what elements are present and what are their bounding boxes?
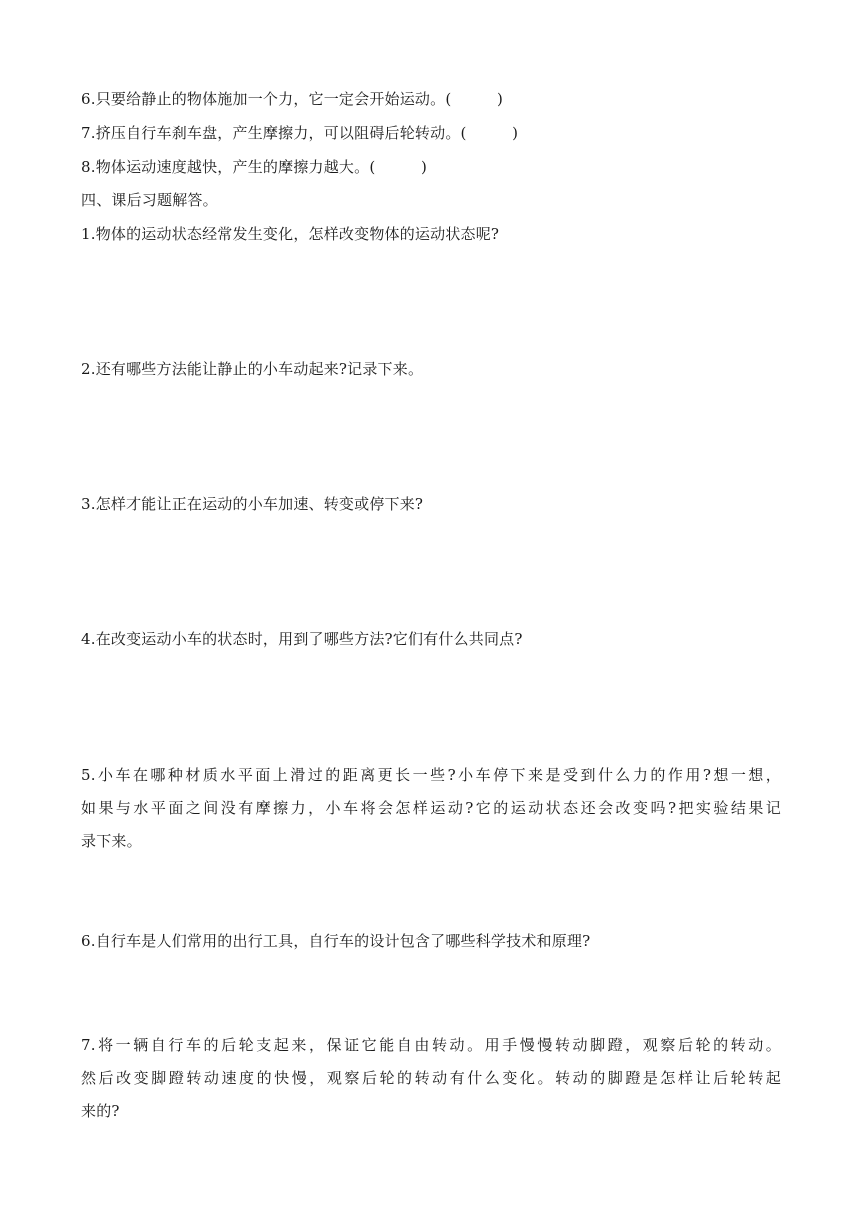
section-heading: 四、课后习题解答。 bbox=[81, 191, 218, 209]
question-6: 6.自行车是人们常用的出行工具，自行车的设计包含了哪些科学技术和原理? bbox=[81, 932, 591, 950]
question-5 bbox=[81, 759, 781, 858]
judgement-item-8: 8.物体运动速度越快，产生的摩擦力越大。( ) bbox=[81, 158, 428, 176]
question-7-line-3: 来的? bbox=[81, 1102, 120, 1120]
question-7-line-1: 7.将一辆自行车的后轮支起来，保证它能自由转动。用手慢慢转动脚蹬，观察后轮的转动。 bbox=[81, 1036, 781, 1054]
question-5-line-1: 5.小车在哪种材质水平面上滑过的距离更长一些?小车停下来是受到什么力的作用?想一想， bbox=[81, 766, 781, 784]
question-5-line-2: 如果与水平面之间没有摩擦力，小车将会怎样运动?它的运动状态还会改变吗?把实验结果记 bbox=[81, 799, 781, 817]
question-7-line-2: 然后改变脚蹬转动速度的快慢，观察后轮的转动有什么变化。转动的脚蹬是怎样让后轮转起 bbox=[81, 1069, 781, 1087]
question-1: 1.物体的运动状态经常发生变化，怎样改变物体的运动状态呢? bbox=[81, 225, 500, 243]
question-7 bbox=[81, 1029, 781, 1128]
question-2: 2.还有哪些方法能让静止的小车动起来?记录下来。 bbox=[81, 360, 424, 378]
judgement-item-7: 7.挤压自行车刹车盘，产生摩擦力，可以阻碍后轮转动。( ) bbox=[81, 124, 519, 142]
judgement-item-6: 6.只要给静止的物体施加一个力，它一定会开始运动。( ) bbox=[81, 90, 504, 108]
question-5-line-3: 录下来。 bbox=[81, 832, 142, 850]
question-3: 3.怎样才能让正在运动的小车加速、转变或停下来? bbox=[81, 495, 424, 513]
question-4: 4.在改变运动小车的状态时，用到了哪些方法?它们有什么共同点? bbox=[81, 630, 523, 648]
